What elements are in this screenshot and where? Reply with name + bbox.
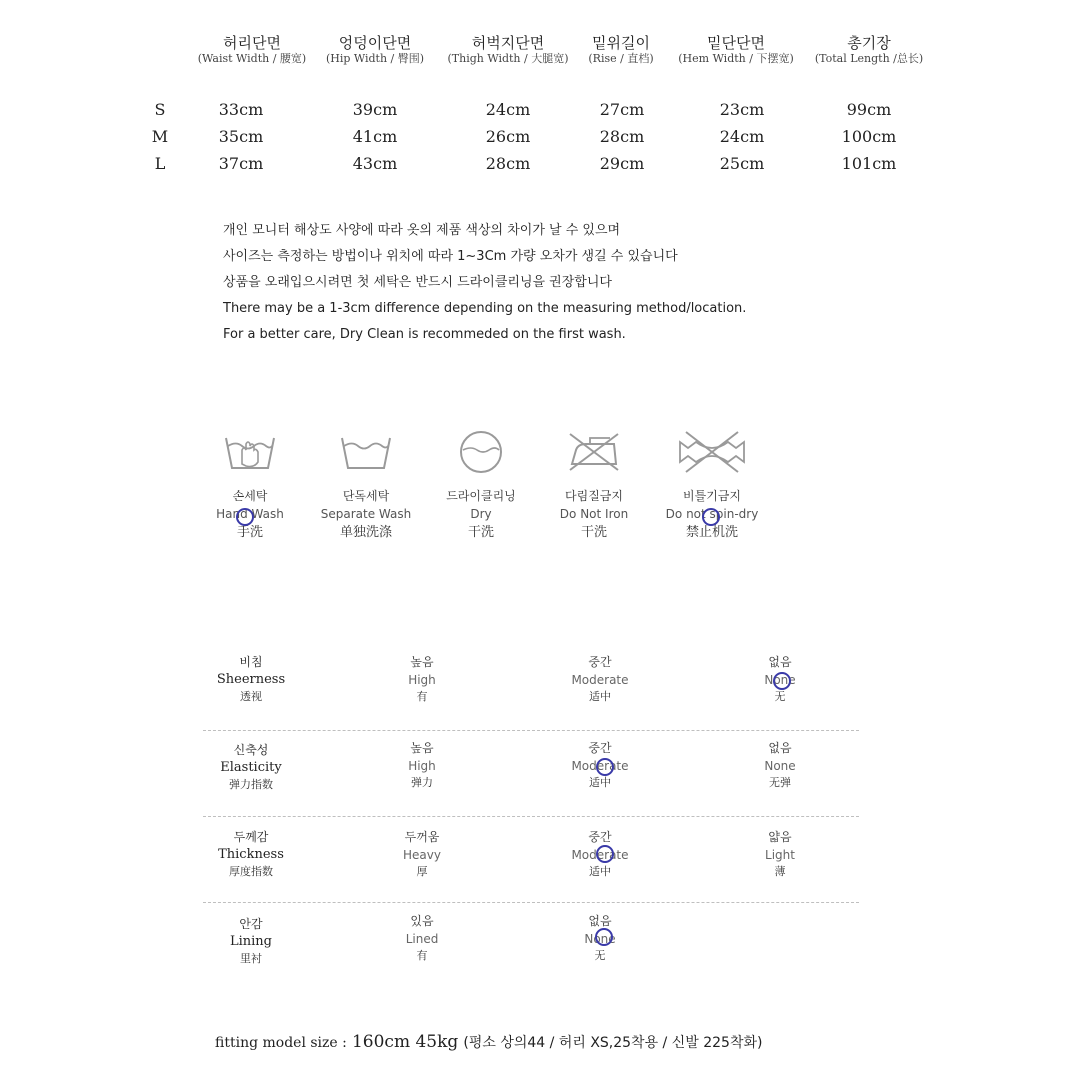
option-en: Lined xyxy=(405,932,439,946)
table-cell: 43cm xyxy=(352,154,398,173)
footer-label: fitting model size : xyxy=(215,1035,347,1051)
selected-mark xyxy=(236,508,254,526)
separate-wash-icon xyxy=(336,428,396,476)
option-zh: 适中 xyxy=(589,690,611,703)
option-ko: 중간 xyxy=(588,655,612,669)
hand-wash-icon xyxy=(220,428,280,476)
care-label-ko: 단독세탁 xyxy=(342,489,390,503)
table-cell: 99cm xyxy=(846,100,892,119)
care-label-ko: 비틀기금지 xyxy=(683,489,741,503)
property-label-zh: 里衬 xyxy=(240,952,262,965)
care-do-not-iron xyxy=(529,428,659,542)
option-ko: 없음 xyxy=(768,741,792,755)
property-option xyxy=(705,739,855,791)
table-cell: 28cm xyxy=(599,127,645,146)
property-label-ko: 비침 xyxy=(239,655,263,669)
selected-mark xyxy=(773,672,791,690)
option-zh: 薄 xyxy=(774,865,786,878)
property-option xyxy=(347,653,497,705)
care-separate-wash xyxy=(301,428,431,542)
option-ko: 얇음 xyxy=(768,830,792,844)
option-ko: 높음 xyxy=(410,655,434,669)
table-cell: 39cm xyxy=(352,100,398,119)
property-label-zh: 弹力指数 xyxy=(229,778,273,791)
table-cell: 100cm xyxy=(841,127,897,146)
option-ko: 중간 xyxy=(588,830,612,844)
header-total-length: 총기장 (Total Length /总长) xyxy=(814,34,924,65)
table-cell: 37cm xyxy=(218,154,264,173)
property-label-ko: 신축성 xyxy=(233,743,269,757)
care-label-zh: 干洗 xyxy=(580,525,607,540)
care-label-ko: 드라이클리닝 xyxy=(446,489,516,503)
property-label-en: Elasticity xyxy=(220,760,282,775)
property-label-thickness xyxy=(176,828,326,880)
size-label: L xyxy=(154,154,166,173)
note-line: There may be a 1-3cm difference depending on the measuring method/location. xyxy=(223,301,747,316)
property-label-en: Lining xyxy=(229,934,272,949)
property-label-ko: 두께감 xyxy=(233,830,269,844)
table-cell: 24cm xyxy=(719,127,765,146)
table-cell: 26cm xyxy=(485,127,531,146)
table-cell: 41cm xyxy=(352,127,398,146)
property-option xyxy=(525,653,675,705)
property-label-sheerness xyxy=(176,653,326,705)
table-cell: 23cm xyxy=(719,100,765,119)
header-hem: 밑단단면 (Hem Width / 下摆宽) xyxy=(678,34,794,65)
option-en: Moderate xyxy=(571,848,629,862)
care-hand-wash xyxy=(185,428,315,542)
table-cell: 101cm xyxy=(841,154,897,173)
option-ko: 두꺼움 xyxy=(404,830,440,844)
note-line: 상품을 오래입으시려면 첫 세탁은 반드시 드라이클리닝을 권장합니다 xyxy=(223,275,612,290)
note-line: For a better care, Dry Clean is recommeded on the first wash. xyxy=(223,327,626,342)
care-label-zh: 干洗 xyxy=(467,525,494,540)
table-cell: 35cm xyxy=(218,127,264,146)
option-zh: 适中 xyxy=(589,776,611,789)
table-cell: 28cm xyxy=(485,154,531,173)
header-thigh: 허벅지단면 (Thigh Width / 大腿宽) xyxy=(447,34,569,65)
property-label-elasticity xyxy=(176,741,326,793)
selected-mark xyxy=(596,758,614,776)
care-label-en: Dry xyxy=(470,507,492,521)
option-en: Moderate xyxy=(571,673,629,687)
option-en: None xyxy=(764,673,796,687)
care-label-zh: 手洗 xyxy=(236,525,263,540)
size-label: S xyxy=(154,100,166,119)
table-cell: 25cm xyxy=(719,154,765,173)
option-en: Moderate xyxy=(571,759,629,773)
table-cell: 24cm xyxy=(485,100,531,119)
header-rise: 밑위길이 (Rise / 直档) xyxy=(588,34,654,65)
option-zh: 无 xyxy=(774,690,786,703)
header-waist: 허리단면 (Waist Width / 腰宽) xyxy=(197,34,307,65)
do-not-iron-icon xyxy=(564,428,624,476)
property-label-en: Sheerness xyxy=(216,672,286,687)
property-label-ko: 안감 xyxy=(239,917,263,931)
size-label: M xyxy=(151,127,169,146)
table-cell: 27cm xyxy=(599,100,645,119)
do-not-wring-icon xyxy=(676,428,748,476)
option-en: None xyxy=(764,759,796,773)
property-label-zh: 厚度指数 xyxy=(229,865,273,878)
option-zh: 适中 xyxy=(589,865,611,878)
option-ko: 없음 xyxy=(588,914,612,928)
option-ko: 높음 xyxy=(410,741,434,755)
option-en: None xyxy=(584,932,616,946)
header-hip: 엉덩이단면 (Hip Width / 臀围) xyxy=(325,34,425,65)
option-en: Heavy xyxy=(403,848,441,862)
care-label-en: Do not spin-dry xyxy=(665,507,759,521)
divider xyxy=(203,730,859,731)
footer-value: 160cm 45kg xyxy=(351,1032,459,1052)
footer-note: (평소 상의44 / 허리 XS,25착용 / 신발 225착화) xyxy=(463,1035,763,1051)
property-option xyxy=(347,828,497,880)
option-zh: 无弹 xyxy=(769,776,791,789)
option-en: High xyxy=(408,673,436,687)
care-label-zh: 禁止机洗 xyxy=(685,525,738,540)
care-label-zh: 单独洗涤 xyxy=(339,525,392,540)
property-option xyxy=(347,912,497,964)
care-label-en: Do Not Iron xyxy=(559,507,629,521)
option-en: High xyxy=(408,759,436,773)
table-cell: 33cm xyxy=(218,100,264,119)
note-line: 개인 모니터 해상도 사양에 따라 옷의 제품 색상의 차이가 날 수 있으며 xyxy=(223,223,621,238)
property-label-zh: 透视 xyxy=(240,690,262,703)
option-zh: 弹力 xyxy=(411,776,433,789)
selected-mark xyxy=(702,508,720,526)
option-ko: 있음 xyxy=(410,914,434,928)
selected-mark xyxy=(595,928,613,946)
option-zh: 厚 xyxy=(416,865,428,878)
option-zh: 有 xyxy=(416,949,428,962)
care-dry-clean xyxy=(416,428,546,542)
divider xyxy=(203,816,859,817)
selected-mark xyxy=(596,845,614,863)
care-label-en: Hand Wash xyxy=(216,507,284,521)
option-zh: 无 xyxy=(594,949,606,962)
divider xyxy=(203,902,859,903)
dry-clean-icon xyxy=(451,428,511,476)
note-line: 사이즈는 측정하는 방법이나 위치에 따라 1~3Cm 가량 오차가 생길 수 있습니다 xyxy=(223,249,678,264)
property-option xyxy=(347,739,497,791)
care-label-ko: 손세탁 xyxy=(232,489,268,503)
option-ko: 중간 xyxy=(588,741,612,755)
care-label-en: Separate Wash xyxy=(320,507,412,521)
property-label-lining xyxy=(176,915,326,967)
fitting-model-size xyxy=(215,1032,762,1052)
option-ko: 없음 xyxy=(768,655,792,669)
property-label-en: Thickness xyxy=(218,847,284,862)
care-label-ko: 다림질금지 xyxy=(565,489,623,503)
option-en: Light xyxy=(765,848,795,862)
care-notes xyxy=(223,218,746,348)
option-zh: 有 xyxy=(416,690,428,703)
property-option xyxy=(705,828,855,880)
table-cell: 29cm xyxy=(599,154,645,173)
